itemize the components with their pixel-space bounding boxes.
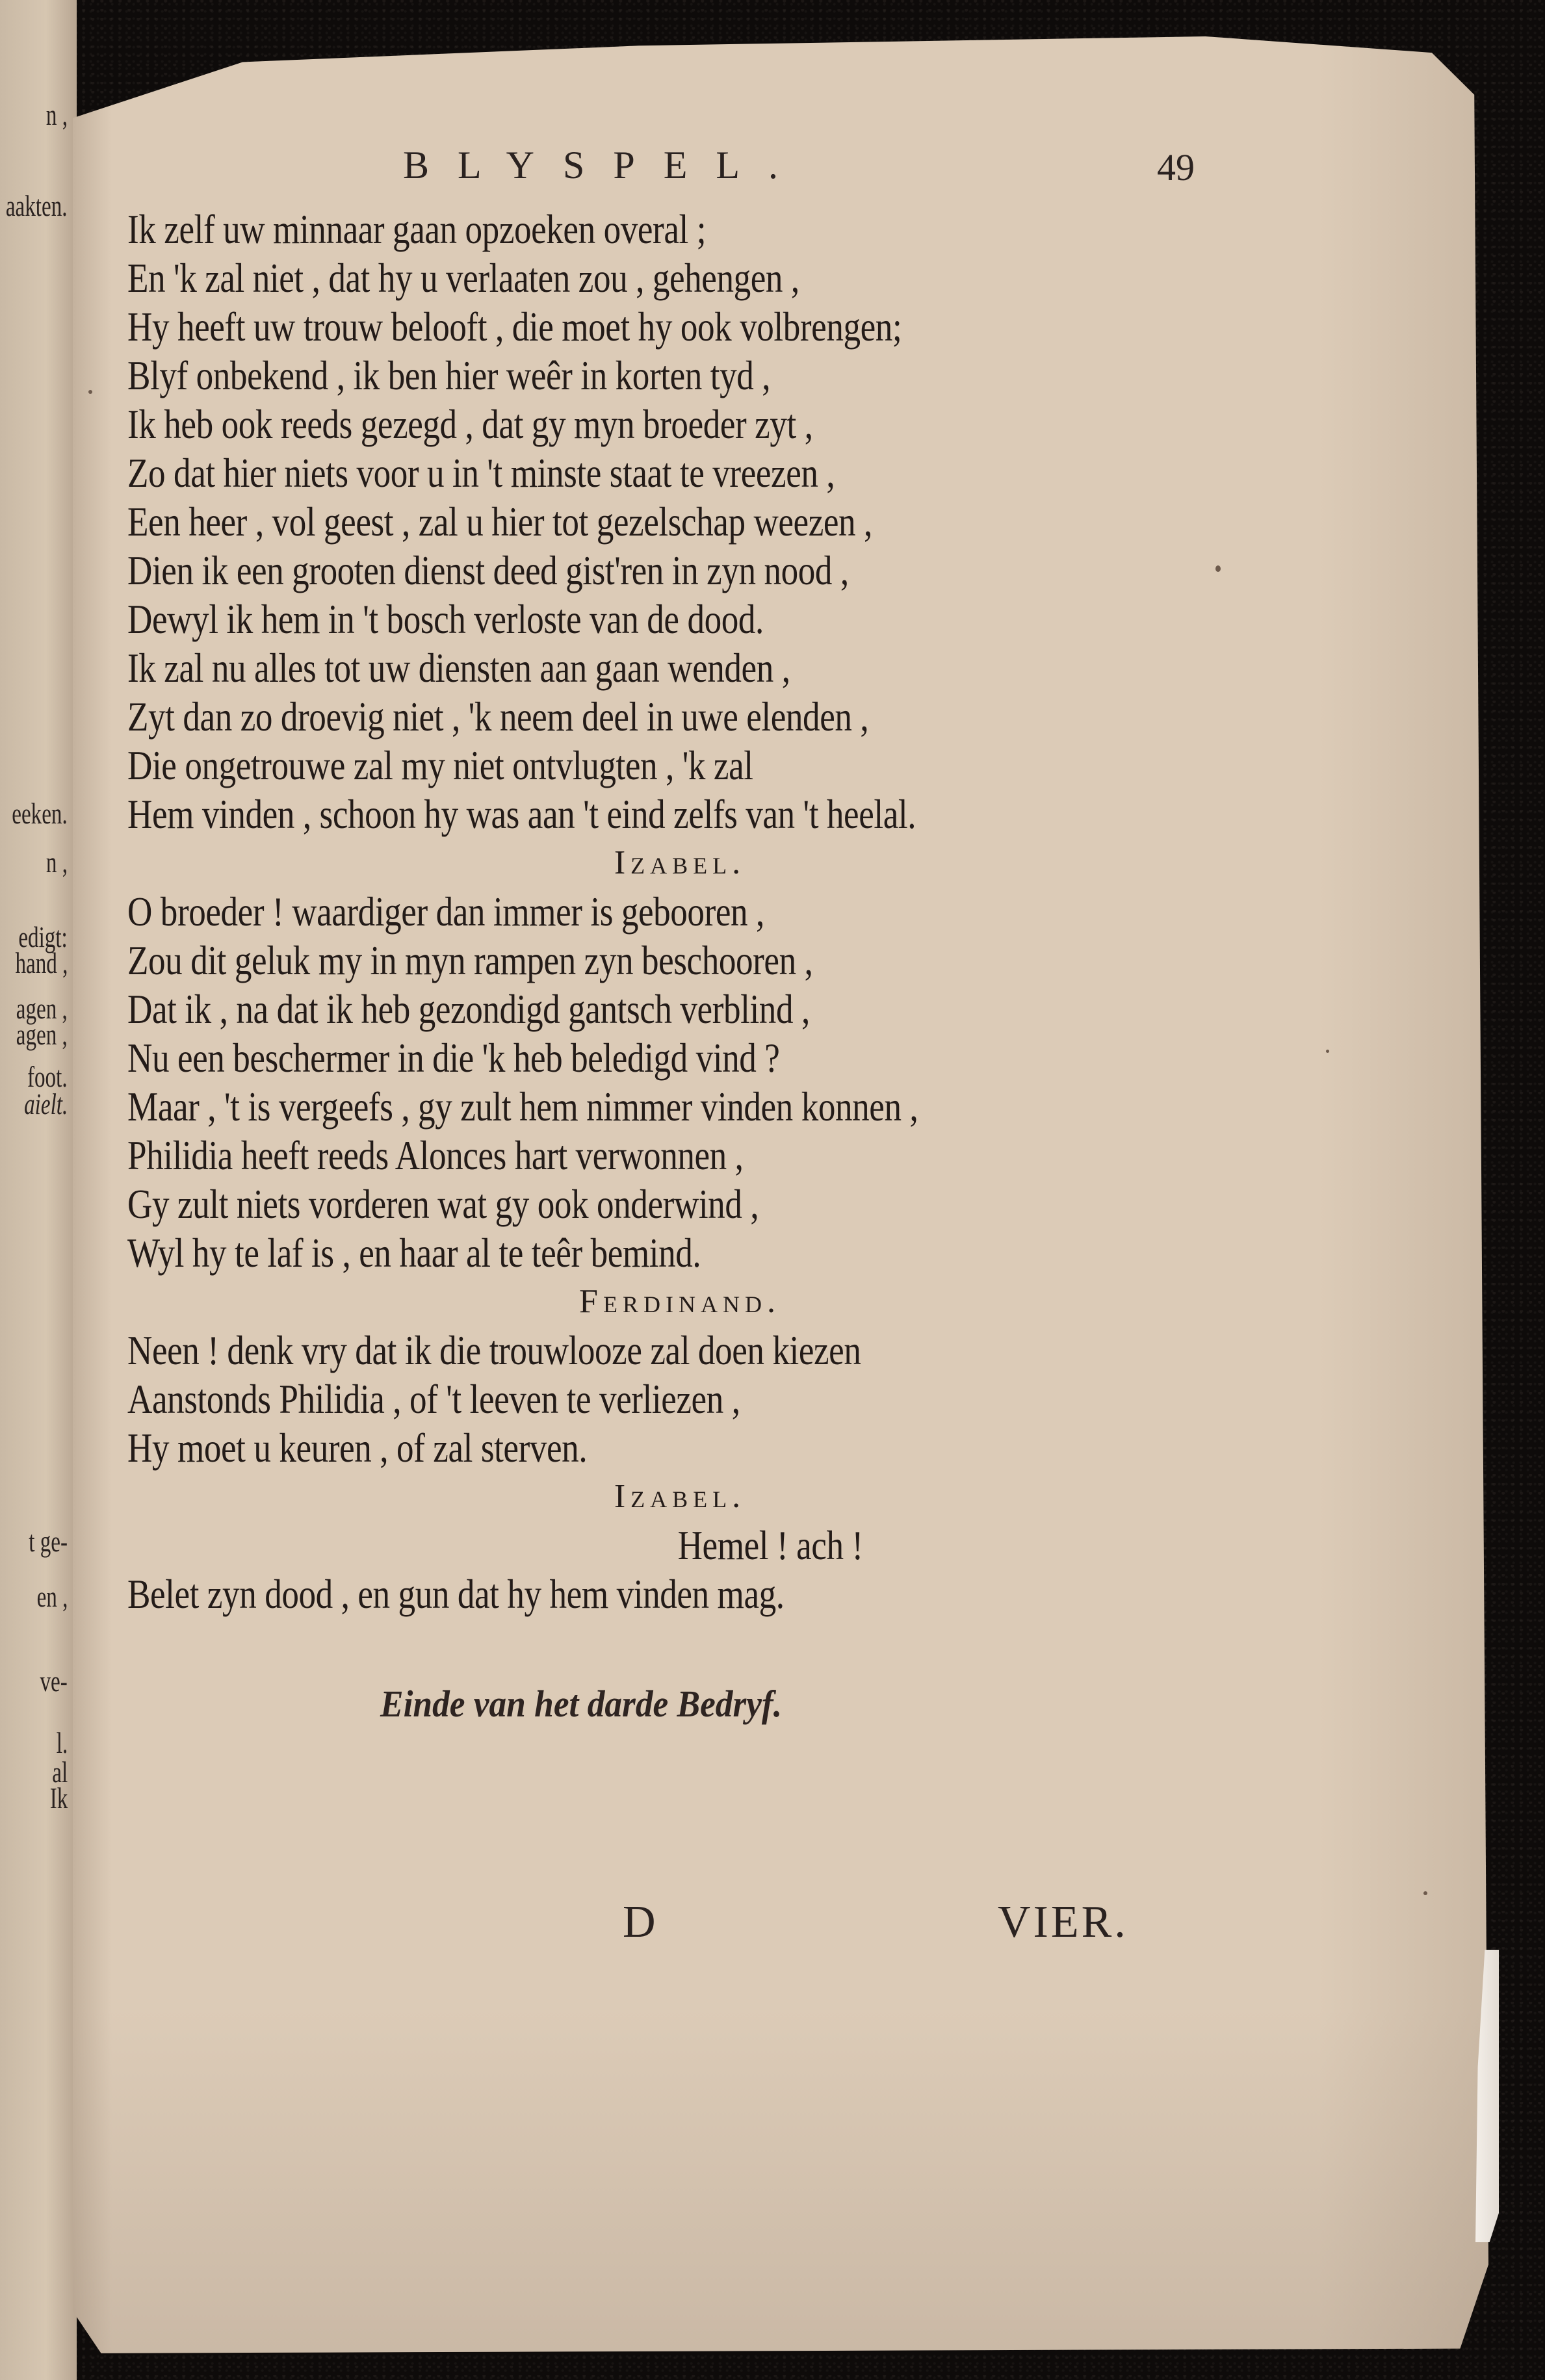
verse-line: Gy zult niets vorderen wat gy ook onderwind , bbox=[127, 1181, 759, 1227]
paper-speck bbox=[88, 390, 92, 394]
facing-page-fragment: agen , bbox=[16, 1018, 68, 1051]
facing-page-edge bbox=[0, 0, 77, 2380]
facing-page-fragment: t ge- bbox=[29, 1525, 68, 1558]
show-through-text bbox=[338, 1748, 1280, 1846]
verse-line: Dien ik een grooten dienst deed gist'ren in zyn nood , bbox=[127, 547, 849, 593]
verse-line: Belet zyn dood , en gun dat hy hem vinden mag. bbox=[127, 1571, 785, 1617]
speaker-heading: Ferdinand. bbox=[579, 1283, 781, 1320]
running-title: BLYSPEL. bbox=[403, 144, 807, 187]
facing-page-fragment: hand , bbox=[15, 946, 68, 979]
facing-page-fragment: en , bbox=[36, 1580, 68, 1613]
verse-line: Dewyl ik hem in 't bosch verloste van de dood. bbox=[127, 596, 764, 642]
verse-line: En 'k zal niet , dat hy u verlaaten zou , gehengen , bbox=[127, 255, 799, 301]
signature-mark: D bbox=[623, 1897, 656, 1947]
verse-line: Nu een beschermer in die 'k heb beledigd vind ? bbox=[127, 1035, 780, 1081]
verse-line: Blyf onbekend , ik ben hier weêr in korten tyd , bbox=[127, 352, 771, 398]
verse-half-line: Hemel ! ach ! bbox=[677, 1522, 863, 1568]
verse-line: Neen ! denk vry dat ik die trouwlooze zal doen kiezen bbox=[127, 1327, 861, 1373]
verse-line: Maar , 't is vergeefs , gy zult hem nimmer vinden konnen , bbox=[127, 1083, 918, 1130]
paper-speck bbox=[1423, 1891, 1427, 1895]
verse-line: Hy moet u keuren , of zal sterven. bbox=[127, 1425, 588, 1471]
verse-line: Wyl hy te laf is , en haar al te teêr bemind. bbox=[127, 1230, 701, 1276]
facing-page-fragment: foot. bbox=[27, 1060, 68, 1093]
speaker-heading: Izabel. bbox=[614, 1478, 746, 1515]
facing-page-fragment: aielt. bbox=[23, 1087, 68, 1120]
paper-speck bbox=[1326, 1050, 1329, 1053]
verse-text-block bbox=[127, 205, 1232, 1618]
verse-line: Ik zal nu alles tot uw diensten aan gaan wenden , bbox=[127, 645, 790, 691]
speaker-heading: Izabel. bbox=[614, 844, 746, 881]
catchword: VIER. bbox=[998, 1897, 1128, 1947]
verse-line: Ik zelf uw minnaar gaan opzoeken overal ; bbox=[127, 206, 707, 252]
facing-page-fragment: al bbox=[52, 1755, 68, 1789]
verse-line: Philidia heeft reeds Alonces hart verwonnen , bbox=[127, 1132, 744, 1178]
facing-page-fragment: ve- bbox=[40, 1664, 68, 1698]
page-number: 49 bbox=[1157, 146, 1195, 188]
facing-page-fragment: aakten. bbox=[6, 189, 68, 222]
verse-line: Zou dit geluk my in myn rampen zyn beschooren , bbox=[127, 937, 813, 983]
verse-line: Aanstonds Philidia , of 't leeven te verliezen , bbox=[127, 1376, 740, 1422]
facing-page-fragment: l. bbox=[56, 1726, 68, 1759]
facing-page-fragment: agen , bbox=[16, 992, 68, 1025]
verse-line: Zyt dan zo droevig niet , 'k neem deel in uwe elenden , bbox=[127, 693, 869, 740]
verse-line: Dat ik , na dat ik heb gezondigd gantsch verblind , bbox=[127, 986, 810, 1032]
verse-line: O broeder ! waardiger dan immer is gebooren , bbox=[127, 888, 764, 935]
verse-line: Een heer , vol geest , zal u hier tot gezelschap weezen , bbox=[127, 498, 872, 545]
verse-line: Ik heb ook reeds gezegd , dat gy myn broeder zyt , bbox=[127, 401, 813, 447]
facing-page-fragment: Ik bbox=[49, 1781, 68, 1815]
verse-line: Zo dat hier niets voor u in 't minste staat te vreezen , bbox=[127, 450, 835, 496]
verse-line: Hem vinden , schoon hy was aan 't eind zelfs van 't heelal. bbox=[127, 791, 916, 837]
facing-page-fragment: n , bbox=[45, 846, 68, 879]
facing-page-fragment: n , bbox=[45, 98, 68, 131]
verse-line: Hy heeft uw trouw belooft , die moet hy ook volbrengen; bbox=[127, 304, 902, 350]
verse-line: Die ongetrouwe zal my niet ontvlugten , 'k zal bbox=[127, 742, 753, 788]
facing-page-fragment: edigt: bbox=[18, 920, 68, 953]
facing-page-fragment: eeken. bbox=[12, 797, 68, 830]
act-end-note: Einde van het darde Bedryf. bbox=[380, 1683, 783, 1725]
